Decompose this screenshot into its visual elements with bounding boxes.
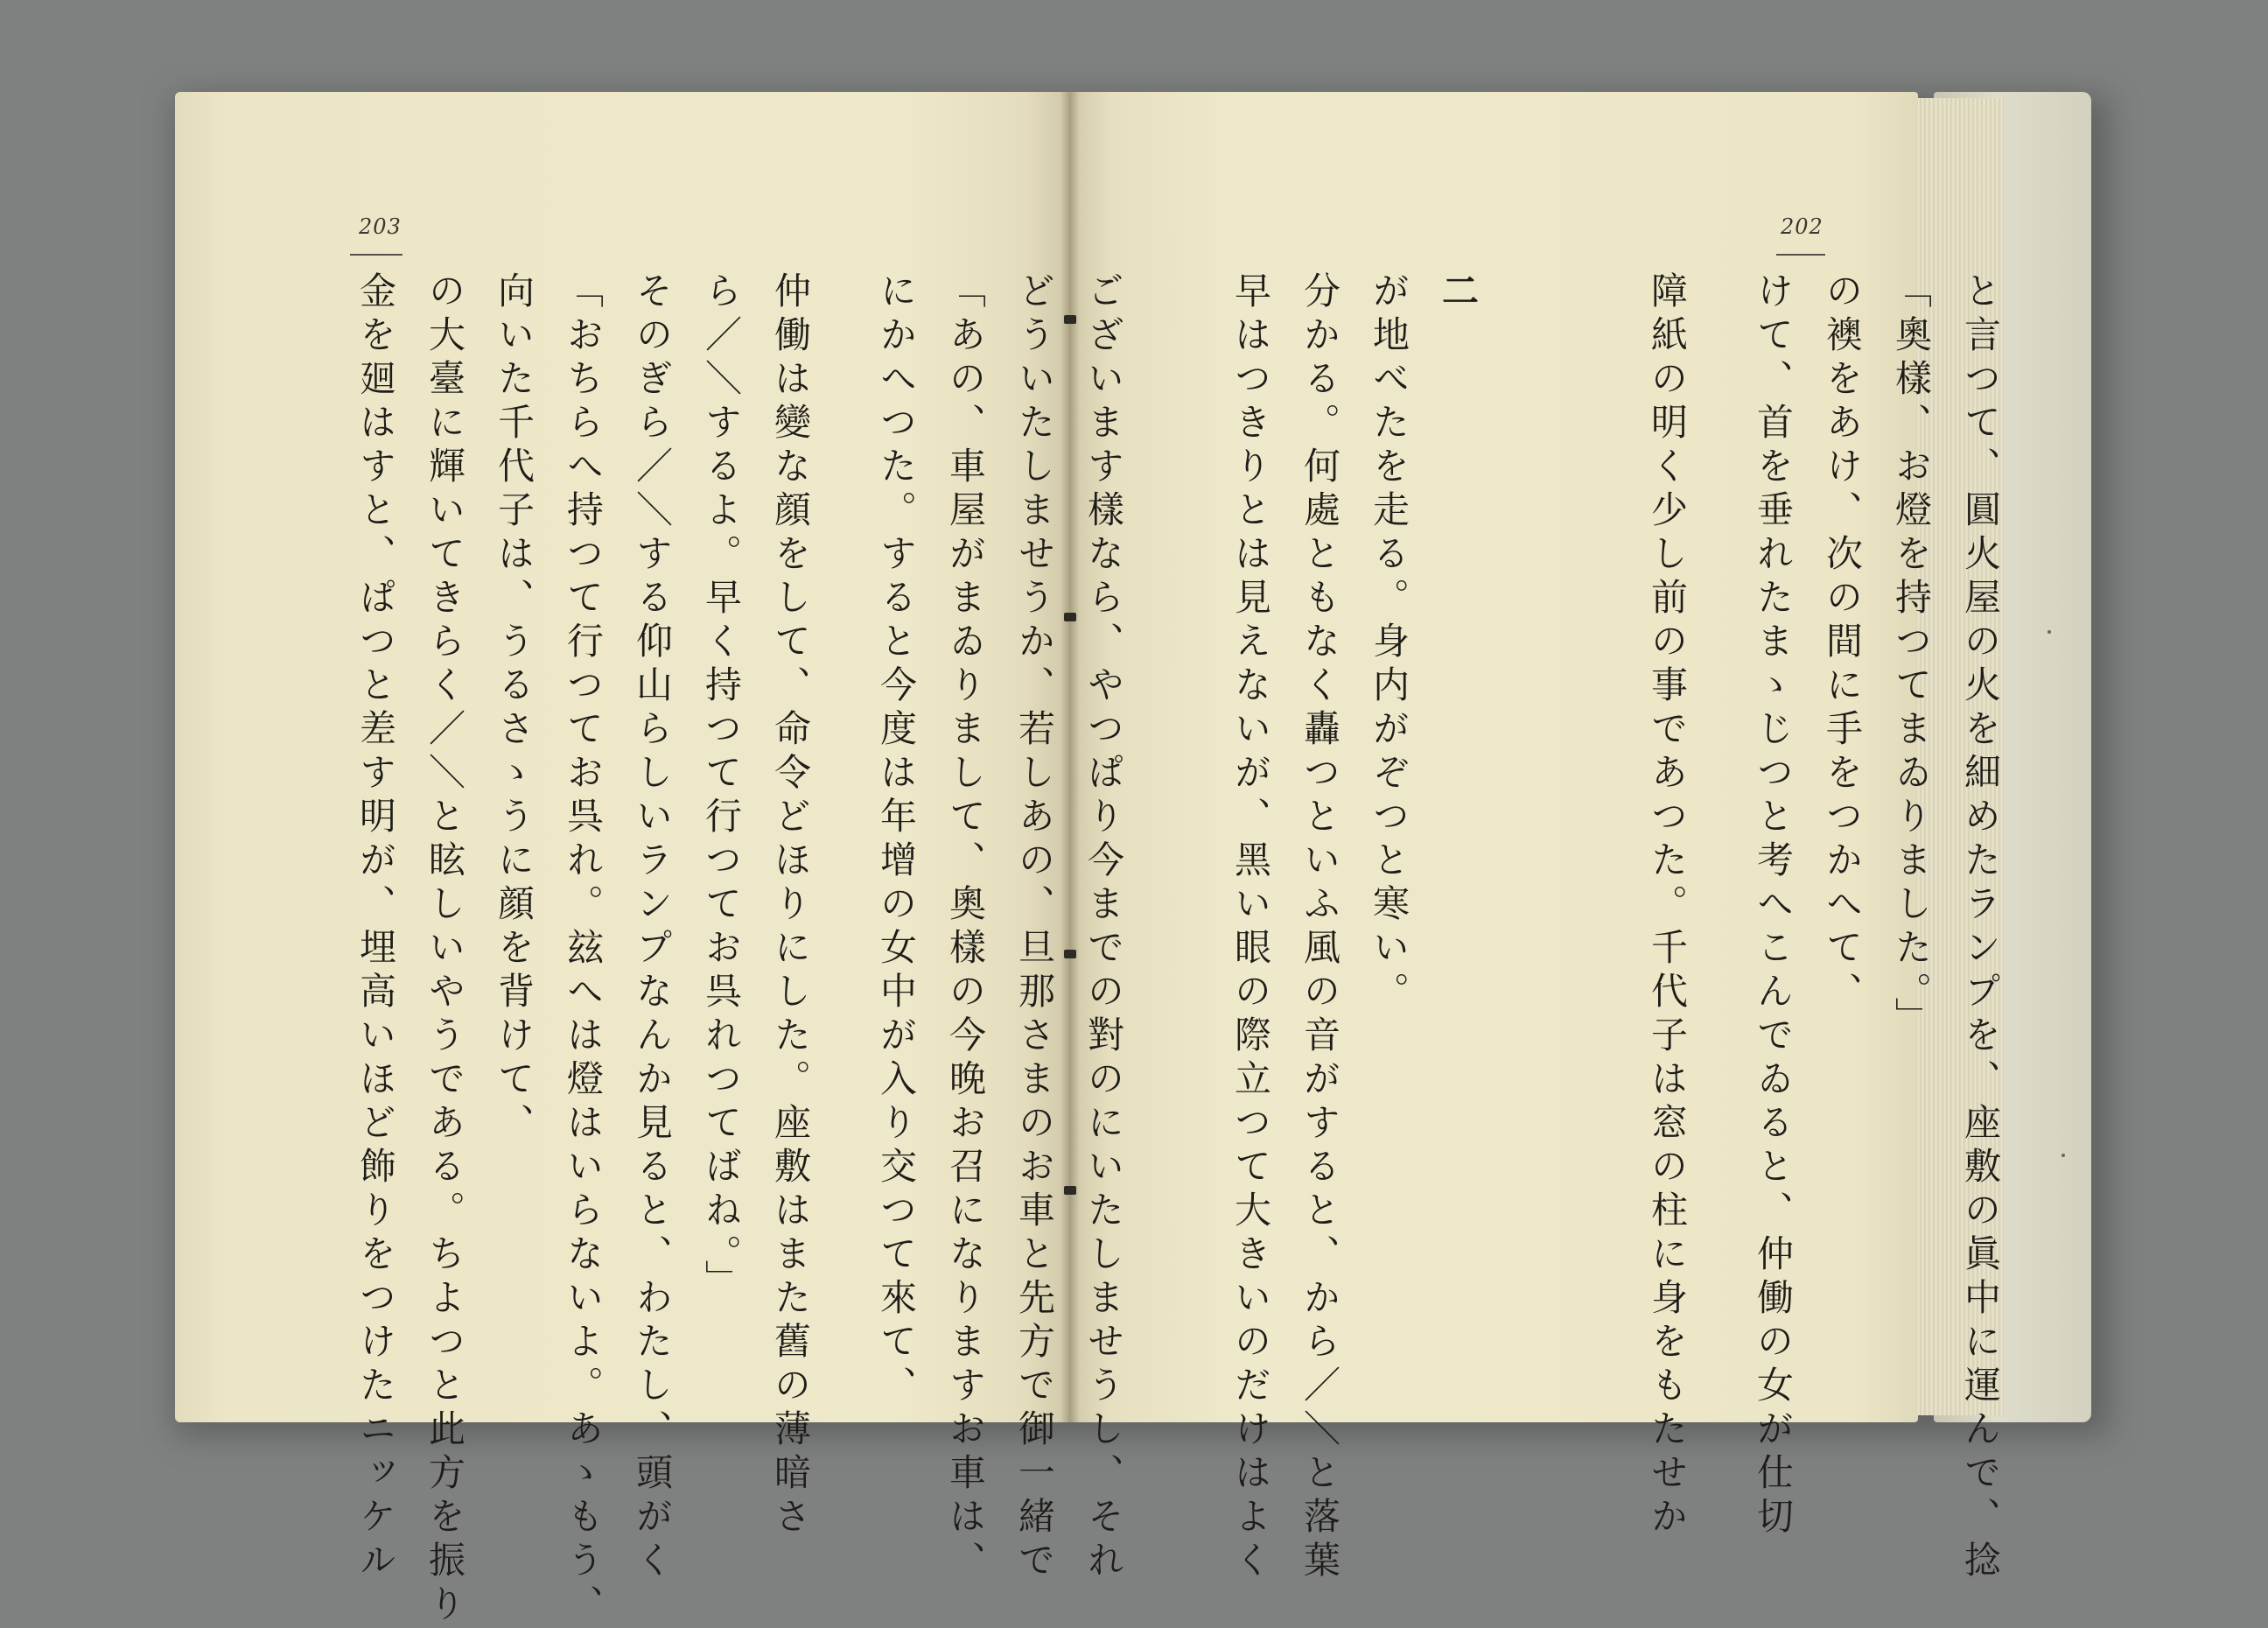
right-page-rule [1776, 254, 1825, 256]
right-page-text [1216, 271, 2015, 1584]
text-line: 「あの、車屋がまゐりまして、奧樣の今晚お召になりますお車は、 [944, 271, 987, 1584]
left-page-rule [350, 254, 402, 256]
text-line: けて、首を垂れたまゝじつと考へこんでゐると、仲働の女が仕切 [1752, 271, 1795, 1540]
text-line: 向いた千代子は、うるさゝうに顔を背けて、 [493, 271, 536, 1147]
text-line: にかへつた。すると今度は年增の女中が入り交つて來て、 [875, 271, 918, 1409]
text-line: と言つて、圓火屋の火を細めたランプを、座敷の眞中に運んで、捻 [1959, 271, 2002, 1584]
page-smudge [2062, 1154, 2065, 1157]
text-line: どういたしませうか、若しあの、旦那さまのお車と先方で御一緒で [1013, 271, 1056, 1584]
text-line: そのぎら／＼する仰山らしいランプなんか見ると、わたし、頭がく [631, 271, 674, 1584]
text-line: 早はつきりとは見えないが、黑い眼の際立つて大きいのだけはよく [1229, 271, 1272, 1584]
left-page-text [341, 271, 1175, 1628]
text-line: の大臺に輝いてきらく／＼と眩しいやうである。ちよつと此方を振り [424, 271, 466, 1628]
text-line: 分かる。何處ともなく轟つといふ風の音がすると、から／＼と落葉 [1298, 271, 1341, 1584]
text-line: 「奧樣、お燈を持つてまゐりました。」 [1890, 271, 1933, 1041]
text-line: ら／＼するよ。早く持つて行つてお呉れつてばね。」 [700, 271, 743, 1303]
text-line: 「おちらへ持つて行つてお呉れ。玆へは燈はいらないよ。あゝもう、 [562, 271, 605, 1628]
right-page-number: 202 [1781, 214, 1824, 239]
text-line: ございます樣なら、やつぱり今までの對のにいたしませうし、それ [1082, 271, 1125, 1584]
text-line: 障紙の明く少し前の事であつた。千代子は窓の柱に身をもたせか [1646, 271, 1689, 1540]
left-page-number: 203 [359, 214, 402, 239]
text-line: 仲働は變な顔をして、命令どほりにした。座敷はまた舊の薄暗さ [769, 271, 812, 1540]
section-heading: 二 [1437, 271, 1480, 315]
text-line: 金を廻はすと、ぱつと差す明が、埋高いほど飾りをつけたニッケル [354, 271, 397, 1584]
text-line: の襖をあけ、次の間に手をつかへて、 [1821, 271, 1864, 1015]
page-smudge [2048, 630, 2051, 634]
text-line: が地べたを走る。身内がぞつと寒い。 [1368, 271, 1410, 1015]
